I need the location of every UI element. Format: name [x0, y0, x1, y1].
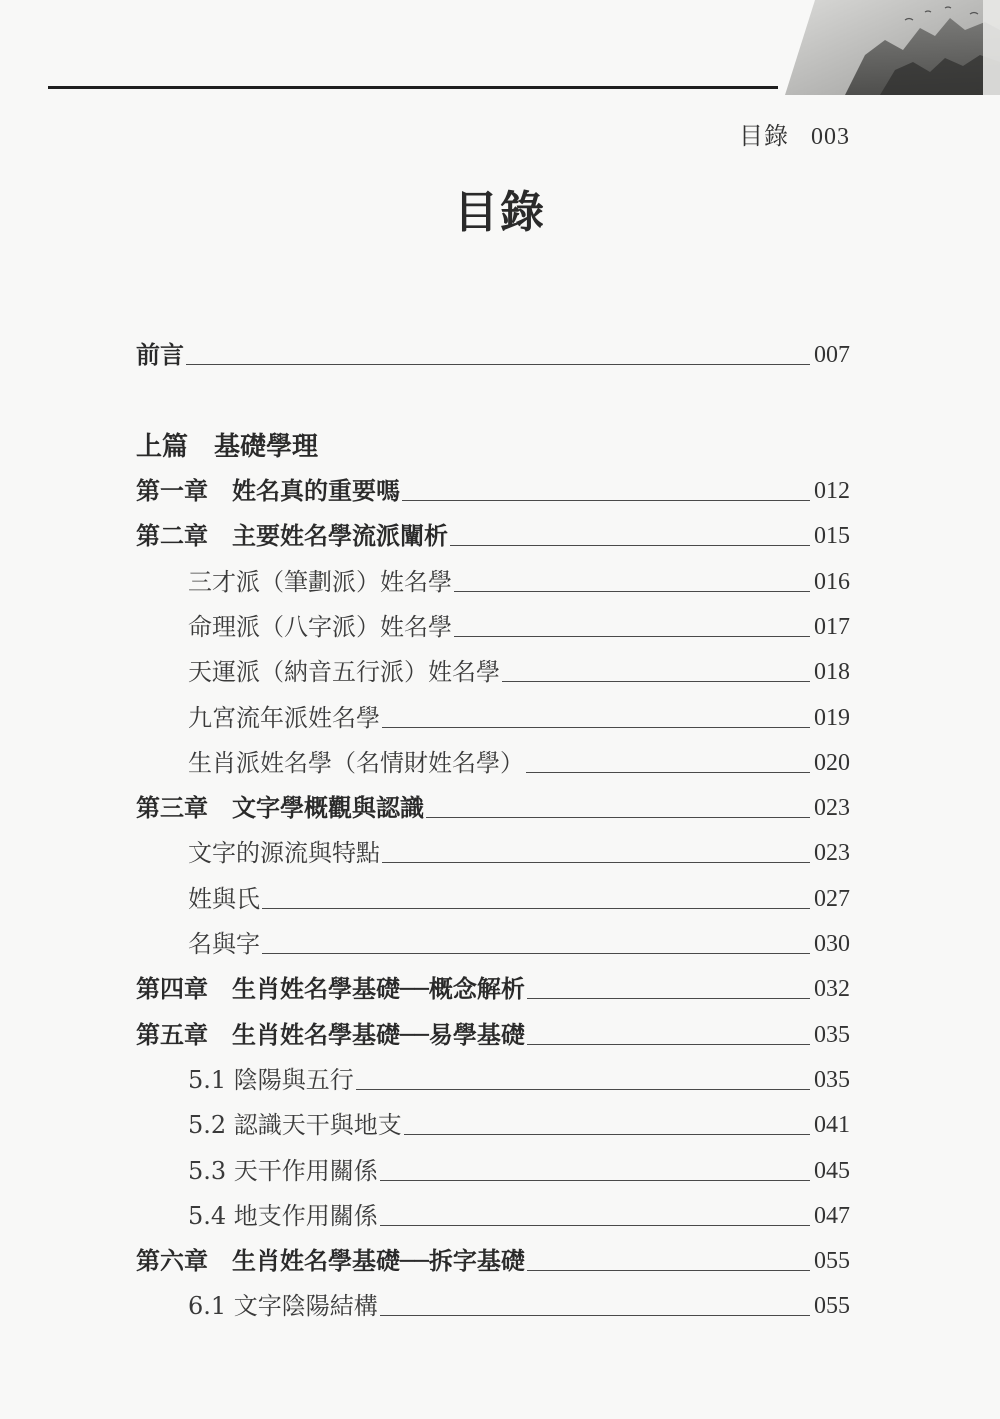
toc-entry-label: 九宮流年派姓名學: [188, 704, 380, 732]
toc-entry-label: 三才派（筆劃派）姓名學: [188, 568, 452, 596]
toc-leader-line: [262, 952, 810, 954]
toc-entry-label: 姓與氏: [188, 885, 260, 913]
toc-entry-label: 第五章 生肖姓名學基礎──易學基礎: [136, 1020, 525, 1049]
part-heading: 上篇 基礎學理: [136, 432, 319, 462]
toc-entry-page: 027: [814, 886, 850, 912]
toc-entry-label: 第三章 文字學概觀與認識: [136, 793, 424, 822]
toc-subsection-entry[interactable]: [188, 923, 850, 959]
toc-entry-label: 前言: [136, 340, 184, 369]
toc-entry-label: 第四章 生肖姓名學基礎──概念解析: [136, 974, 525, 1003]
toc-entry-label: 6.1 文字陰陽結構: [188, 1292, 378, 1320]
toc-leader-line: [382, 861, 810, 863]
toc-leader-line: [380, 1179, 810, 1181]
toc-leader-line: [402, 499, 810, 501]
toc-entry-page: 016: [814, 569, 850, 595]
toc-leader-line: [382, 726, 810, 728]
toc-chapter-entry[interactable]: [136, 1014, 850, 1050]
toc-entry-page: 007: [814, 342, 850, 368]
toc-leader-line: [454, 590, 810, 592]
toc-entry-label: 5.1 陰陽與五行: [188, 1066, 354, 1094]
toc-entry-page: 019: [814, 705, 850, 731]
toc-subsection-entry[interactable]: [188, 651, 850, 687]
toc-entry-page: 055: [814, 1293, 850, 1319]
toc-entry-label: 命理派（八字派）姓名學: [188, 613, 452, 641]
toc-leader-line: [527, 997, 810, 999]
toc-entry-page: 055: [814, 1248, 850, 1274]
toc-entry-page: 018: [814, 659, 850, 685]
toc-entry-label: 文字的源流與特點: [188, 839, 380, 867]
toc-leader-line: [380, 1224, 810, 1226]
toc-entry-label: 5.4 地支作用關係: [188, 1202, 378, 1230]
toc-subsection-entry[interactable]: [188, 1059, 850, 1095]
toc-leader-line: [186, 363, 810, 365]
toc-leader-line: [356, 1088, 810, 1090]
toc-leader-line: [426, 816, 810, 818]
toc-entry-preface[interactable]: [136, 334, 850, 370]
toc-entry-label: 5.3 天干作用關係: [188, 1157, 378, 1185]
toc-entry-page: 020: [814, 750, 850, 776]
toc-chapter-entry[interactable]: [136, 470, 850, 506]
toc-chapter-entry[interactable]: [136, 1240, 850, 1276]
toc-entry-page: 030: [814, 931, 850, 957]
toc-subsection-entry[interactable]: [188, 1150, 850, 1186]
running-head: [739, 116, 850, 151]
toc-entry-label: 生肖派姓名學（名情財姓名學）: [188, 749, 524, 777]
toc-leader-line: [527, 1043, 810, 1045]
toc-entry-page: 047: [814, 1203, 850, 1229]
toc-chapter-entry[interactable]: [136, 515, 850, 551]
running-head-page-number: 003: [811, 124, 850, 150]
toc-entry-page: 035: [814, 1022, 850, 1048]
page-title: 目錄: [454, 187, 546, 238]
toc-subsection-entry[interactable]: [188, 878, 850, 914]
toc-leader-line: [526, 771, 810, 773]
toc-leader-line: [502, 680, 810, 682]
toc-entry-page: 012: [814, 478, 850, 504]
toc-leader-line: [527, 1269, 810, 1271]
toc-subsection-entry[interactable]: [188, 606, 850, 642]
toc-entry-page: 041: [814, 1112, 850, 1138]
toc-subsection-entry[interactable]: [188, 1195, 850, 1231]
toc-entry-page: 023: [814, 840, 850, 866]
toc-entry-label: 5.2 認識天干與地支: [188, 1111, 402, 1139]
header-rule: [48, 86, 778, 89]
toc-subsection-entry[interactable]: [188, 1104, 850, 1140]
toc-entry-label: 第六章 生肖姓名學基礎──拆字基礎: [136, 1246, 525, 1275]
toc-subsection-entry[interactable]: [188, 832, 850, 868]
toc-leader-line: [450, 544, 810, 546]
toc-entry-page: 017: [814, 614, 850, 640]
toc-entry-label: 第二章 主要姓名學流派闡析: [136, 521, 448, 550]
toc-subsection-entry[interactable]: [188, 742, 850, 778]
corner-landscape-illustration: [785, 0, 1000, 95]
toc-leader-line: [380, 1314, 810, 1316]
toc-leader-line: [404, 1133, 810, 1135]
toc-entry-page: 035: [814, 1067, 850, 1093]
toc-subsection-entry[interactable]: [188, 561, 850, 597]
toc-chapter-entry[interactable]: [136, 787, 850, 823]
running-head-title: 目錄: [739, 122, 789, 150]
toc-entry-page: 045: [814, 1158, 850, 1184]
toc-entry-page: 023: [814, 795, 850, 821]
toc-entry-label: 第一章 姓名真的重要嗎: [136, 476, 400, 505]
toc-entry-label: 名與字: [188, 930, 260, 958]
toc-leader-line: [454, 635, 810, 637]
toc-entry-label: 天運派（納音五行派）姓名學: [188, 658, 500, 686]
toc-subsection-entry[interactable]: [188, 697, 850, 733]
toc-leader-line: [262, 907, 810, 909]
toc-entry-page: 032: [814, 976, 850, 1002]
toc-subsection-entry[interactable]: [188, 1285, 850, 1321]
toc-chapter-entry[interactable]: [136, 968, 850, 1004]
toc-entry-page: 015: [814, 523, 850, 549]
